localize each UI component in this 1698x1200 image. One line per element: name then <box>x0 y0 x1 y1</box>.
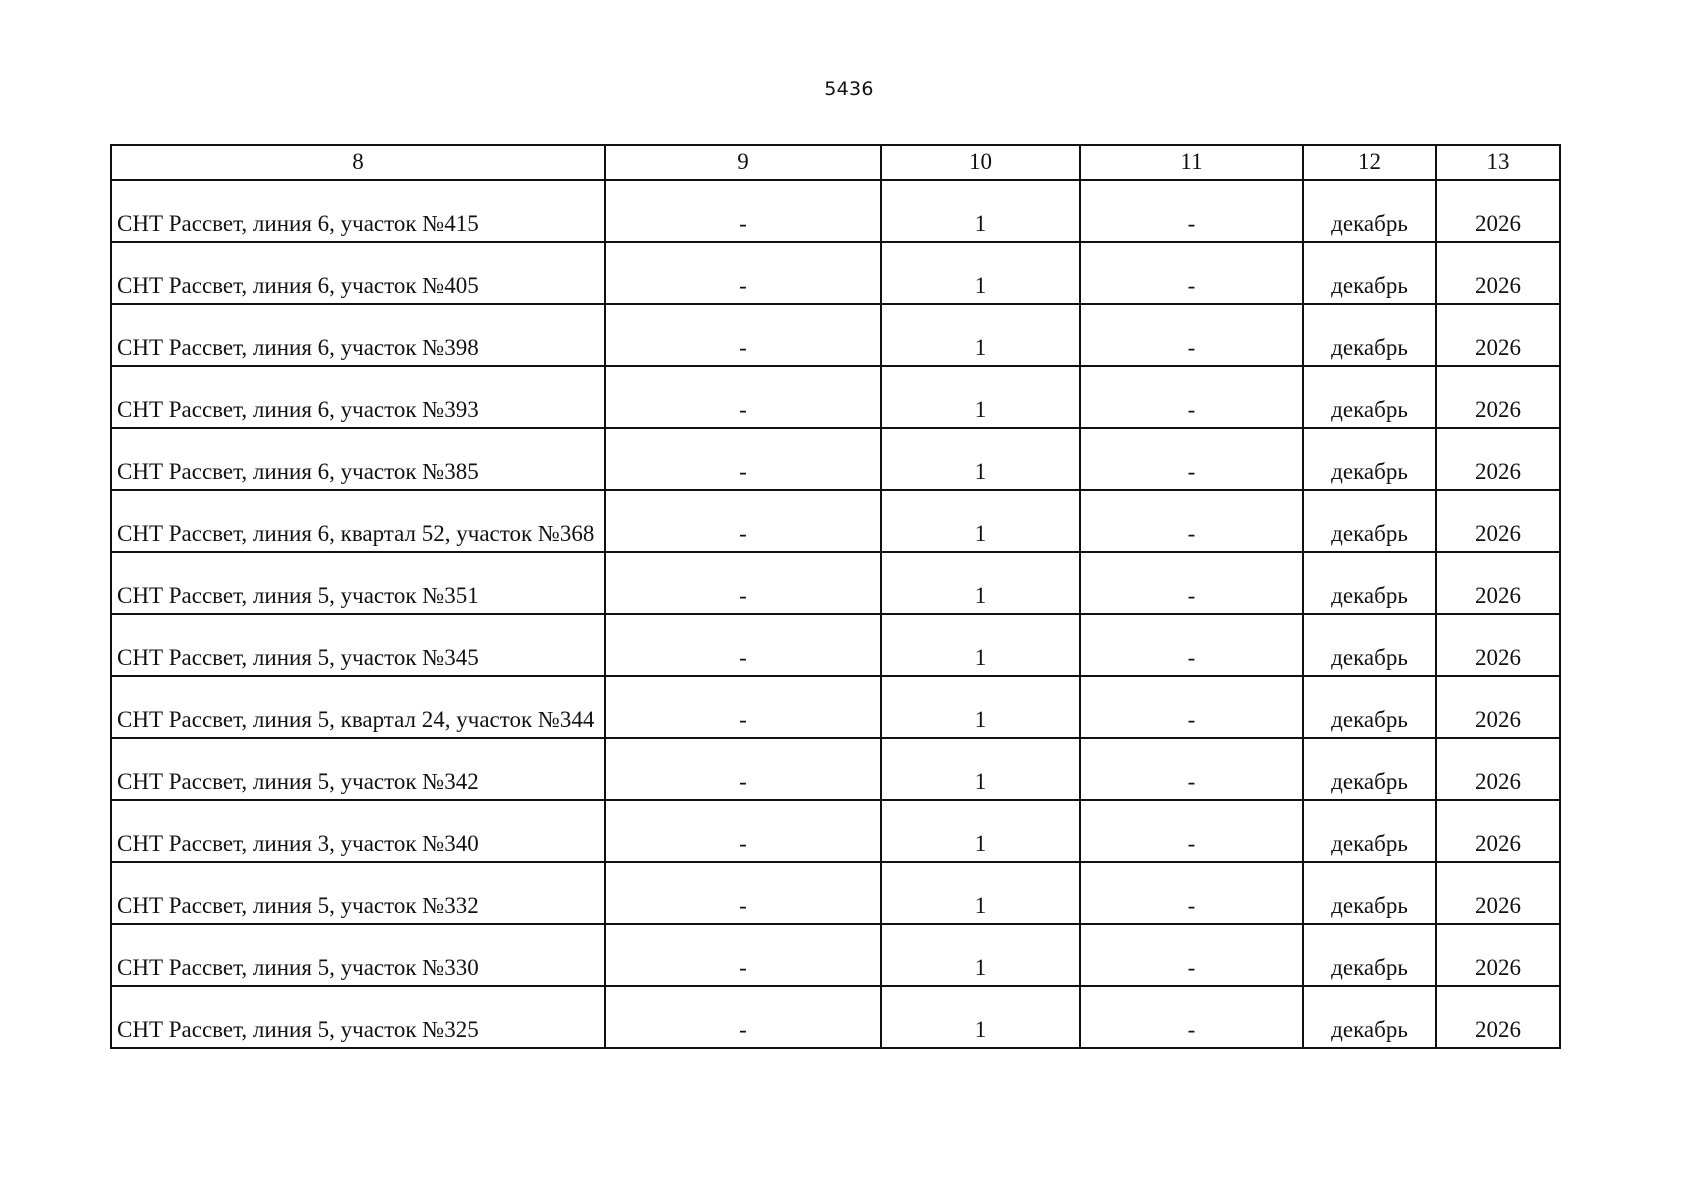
table-cell-col-13: 2026 <box>1436 676 1560 738</box>
table-cell-col-10: 1 <box>881 862 1080 924</box>
data-table <box>110 144 1561 1049</box>
table-cell-col-11: - <box>1080 800 1303 862</box>
table-cell-col-13: 2026 <box>1436 490 1560 552</box>
table-cell-col-11: - <box>1080 428 1303 490</box>
table-cell-col-13: 2026 <box>1436 180 1560 242</box>
table-row <box>111 366 1560 428</box>
column-header-col-8: 8 <box>111 145 605 180</box>
table-row <box>111 490 1560 552</box>
table-row <box>111 180 1560 242</box>
table-cell-col-13: 2026 <box>1436 428 1560 490</box>
table-cell-col-9: - <box>605 738 881 800</box>
column-header-col-13: 13 <box>1436 145 1560 180</box>
table-cell-col-11: - <box>1080 676 1303 738</box>
table-cell-col-12: декабрь <box>1303 304 1436 366</box>
address-cell: СНТ Рассвет, линия 5, участок №351 <box>111 552 605 614</box>
address-cell: СНТ Рассвет, линия 5, участок №342 <box>111 738 605 800</box>
address-cell: СНТ Рассвет, линия 6, участок №415 <box>111 180 605 242</box>
table-cell-col-13: 2026 <box>1436 924 1560 986</box>
table-cell-col-11: - <box>1080 862 1303 924</box>
table-body <box>111 180 1560 1048</box>
table-cell-col-9: - <box>605 800 881 862</box>
address-cell: СНТ Рассвет, линия 5, участок №332 <box>111 862 605 924</box>
table-cell-col-10: 1 <box>881 552 1080 614</box>
table-cell-col-10: 1 <box>881 428 1080 490</box>
table-cell-col-9: - <box>605 924 881 986</box>
table-cell-col-11: - <box>1080 738 1303 800</box>
table-cell-col-9: - <box>605 366 881 428</box>
table-cell-col-11: - <box>1080 924 1303 986</box>
table-cell-col-10: 1 <box>881 366 1080 428</box>
address-cell: СНТ Рассвет, линия 6, участок №398 <box>111 304 605 366</box>
table-cell-col-10: 1 <box>881 614 1080 676</box>
table-cell-col-9: - <box>605 180 881 242</box>
table-cell-col-13: 2026 <box>1436 552 1560 614</box>
table-cell-col-10: 1 <box>881 490 1080 552</box>
table-cell-col-9: - <box>605 862 881 924</box>
table-cell-col-12: декабрь <box>1303 800 1436 862</box>
table-cell-col-10: 1 <box>881 924 1080 986</box>
table-cell-col-11: - <box>1080 490 1303 552</box>
address-cell: СНТ Рассвет, линия 6, участок №393 <box>111 366 605 428</box>
table-cell-col-13: 2026 <box>1436 304 1560 366</box>
table-cell-col-9: - <box>605 552 881 614</box>
column-header-col-11: 11 <box>1080 145 1303 180</box>
table-cell-col-10: 1 <box>881 738 1080 800</box>
table-cell-col-11: - <box>1080 552 1303 614</box>
table-cell-col-12: декабрь <box>1303 366 1436 428</box>
table-cell-col-13: 2026 <box>1436 738 1560 800</box>
table-cell-col-10: 1 <box>881 242 1080 304</box>
address-cell: СНТ Рассвет, линия 5, участок №330 <box>111 924 605 986</box>
table-cell-col-11: - <box>1080 366 1303 428</box>
table-row <box>111 428 1560 490</box>
table-row <box>111 552 1560 614</box>
table-cell-col-12: декабрь <box>1303 614 1436 676</box>
table-cell-col-12: декабрь <box>1303 986 1436 1048</box>
table-cell-col-10: 1 <box>881 800 1080 862</box>
table-cell-col-12: декабрь <box>1303 490 1436 552</box>
address-cell: СНТ Рассвет, линия 5, участок №345 <box>111 614 605 676</box>
table-cell-col-13: 2026 <box>1436 800 1560 862</box>
header-row <box>111 145 1560 180</box>
table-cell-col-11: - <box>1080 304 1303 366</box>
table-cell-col-12: декабрь <box>1303 552 1436 614</box>
table-cell-col-10: 1 <box>881 180 1080 242</box>
table-cell-col-10: 1 <box>881 304 1080 366</box>
address-cell: СНТ Рассвет, линия 5, участок №325 <box>111 986 605 1048</box>
table-cell-col-12: декабрь <box>1303 428 1436 490</box>
table-row <box>111 614 1560 676</box>
table-cell-col-12: декабрь <box>1303 242 1436 304</box>
address-cell: СНТ Рассвет, линия 3, участок №340 <box>111 800 605 862</box>
table-cell-col-11: - <box>1080 180 1303 242</box>
table-cell-col-9: - <box>605 428 881 490</box>
table-cell-col-9: - <box>605 242 881 304</box>
table-cell-col-13: 2026 <box>1436 862 1560 924</box>
table-cell-col-11: - <box>1080 242 1303 304</box>
table-row <box>111 924 1560 986</box>
table-cell-col-10: 1 <box>881 676 1080 738</box>
address-cell: СНТ Рассвет, линия 6, участок №405 <box>111 242 605 304</box>
column-header-col-9: 9 <box>605 145 881 180</box>
table-cell-col-13: 2026 <box>1436 242 1560 304</box>
table-cell-col-9: - <box>605 304 881 366</box>
table-row <box>111 676 1560 738</box>
table-cell-col-9: - <box>605 986 881 1048</box>
table-cell-col-10: 1 <box>881 986 1080 1048</box>
table-cell-col-9: - <box>605 676 881 738</box>
table-cell-col-12: декабрь <box>1303 924 1436 986</box>
table-header <box>111 145 1560 180</box>
table-cell-col-12: декабрь <box>1303 676 1436 738</box>
column-header-col-10: 10 <box>881 145 1080 180</box>
table-row <box>111 242 1560 304</box>
table-cell-col-13: 2026 <box>1436 366 1560 428</box>
address-cell: СНТ Рассвет, линия 5, квартал 24, участок №344 <box>111 676 605 738</box>
page-number: 5436 <box>824 78 874 100</box>
address-cell: СНТ Рассвет, линия 6, квартал 52, участок №368 <box>111 490 605 552</box>
table-cell-col-12: декабрь <box>1303 738 1436 800</box>
table-cell-col-11: - <box>1080 614 1303 676</box>
table-cell-col-9: - <box>605 614 881 676</box>
table-row <box>111 986 1560 1048</box>
table-row <box>111 304 1560 366</box>
table-cell-col-13: 2026 <box>1436 614 1560 676</box>
table-row <box>111 738 1560 800</box>
table-cell-col-12: декабрь <box>1303 862 1436 924</box>
address-cell: СНТ Рассвет, линия 6, участок №385 <box>111 428 605 490</box>
column-header-col-12: 12 <box>1303 145 1436 180</box>
table-row <box>111 800 1560 862</box>
table-cell-col-13: 2026 <box>1436 986 1560 1048</box>
table-cell-col-11: - <box>1080 986 1303 1048</box>
table-cell-col-12: декабрь <box>1303 180 1436 242</box>
table-cell-col-9: - <box>605 490 881 552</box>
table-row <box>111 862 1560 924</box>
